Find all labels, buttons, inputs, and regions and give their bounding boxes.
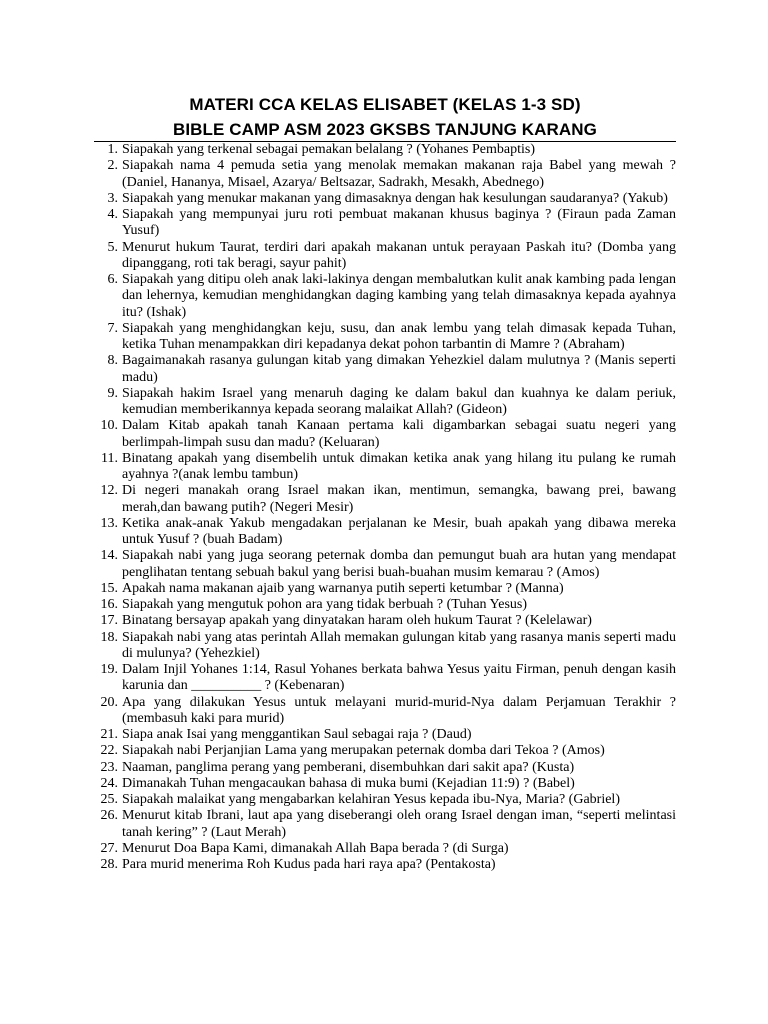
question-item (94, 516, 676, 549)
question-text: Siapakah yang mempunyai juru roti pembuat makanan khusus baginya ? (Firaun pada Zaman Yusuf) (122, 207, 676, 239)
question-item (94, 321, 676, 354)
question-text: Siapakah hakim Israel yang menaruh daging ke dalam bakul dan kuahnya ke dalam periuk, kemudian memberikannya kepada seorang malaikat Allah? (Gideon) (122, 385, 676, 417)
question-number: 1. (107, 142, 118, 157)
question-item (94, 857, 676, 873)
question-text: Siapakah nabi yang atas perintah Allah memakan gulungan kitab yang rasanya manis seperti madu di mulunya? (Yehezkiel) (122, 629, 676, 661)
question-item (94, 630, 676, 663)
question-item (94, 743, 676, 759)
question-item (94, 581, 676, 597)
question-item (94, 207, 676, 240)
question-number: 13. (100, 515, 118, 531)
question-number: 16. (100, 597, 118, 612)
question-text: Siapa anak Isai yang menggantikan Saul sebagai raja ? (Daud) (122, 727, 472, 742)
question-number: 11. (101, 450, 118, 466)
question-text: Binatang bersayap apakah yang dinyatakan haram oleh hukum Taurat ? (Kelelawar) (122, 613, 592, 629)
question-text: Dimanakah Tuhan mengacaukan bahasa di muka bumi (Kejadian 11:9) ? (Babel) (122, 775, 575, 791)
question-item (94, 662, 676, 695)
question-number: 5. (107, 239, 118, 255)
question-number: 14. (100, 548, 118, 564)
question-item (94, 483, 676, 516)
question-number: 8. (107, 353, 118, 369)
question-item (94, 841, 676, 857)
title-line-1: MATERI CCA KELAS ELISABET (KELAS 1-3 SD) (189, 95, 581, 114)
question-item (94, 613, 676, 629)
question-item (94, 191, 676, 207)
question-text: Dalam Kitab apakah tanah Kanaan pertama kali digambarkan sebagai suatu negeri yang berlimpah-limpah susu dan madu? (Keluaran) (122, 418, 676, 450)
question-text: Siapakah yang menghidangkan keju, susu, dan anak lembu yang telah dimasak kepada Tuhan, ketika Tuhan menampakkan diri kepadanya dekat pohon tarbantin di Mamre ? (Abraham) (122, 320, 676, 352)
question-number: 12. (100, 483, 118, 499)
question-item (94, 776, 676, 792)
question-item (94, 142, 676, 158)
question-number: 24. (100, 775, 118, 791)
question-number: 3. (107, 190, 118, 206)
question-text: Para murid menerima Roh Kudus pada hari raya apa? (Pentakosta) (122, 857, 496, 872)
question-text: Menurut Doa Bapa Kami, dimanakah Allah Bapa berada ? (di Surga) (122, 840, 509, 856)
question-text: Menurut hukum Taurat, terdiri dari apakah makanan untuk perayaan Paskah itu? (Domba yang dipanggang, roti tak beragi, sayur pahit) (122, 239, 676, 271)
question-item (94, 792, 676, 808)
question-text: Bagaimanakah rasanya gulungan kitab yang dimakan Yehezkiel dalam mulutnya ? (Manis seperti madu) (122, 353, 676, 385)
question-text: Siapakah yang ditipu oleh anak laki-lakinya dengan membalutkan kulit anak kambing pada lengan dan lehernya, kemudian menghidangkan daging kambing yang telah dimasaknya kepada ayahnya itu? (Ishak) (122, 272, 676, 320)
question-item (94, 386, 676, 419)
question-number: 23. (100, 759, 118, 775)
question-item (94, 272, 676, 321)
question-number: 6. (107, 272, 118, 287)
question-text: Siapakah yang terkenal sebagai pemakan belalang ? (Yohanes Pembaptis) (122, 142, 535, 157)
question-item (94, 158, 676, 191)
question-number: 28. (100, 857, 118, 872)
question-number: 21. (100, 727, 118, 742)
question-text: Ketika anak-anak Yakub mengadakan perjalanan ke Mesir, buah apakah yang dibawa mereka untuk Yusuf ? (buah Badam) (122, 515, 676, 547)
question-text: Siapakah yang mengutuk pohon ara yang tidak berbuah ? (Tuhan Yesus) (122, 597, 528, 612)
question-number: 17. (100, 613, 118, 629)
question-number: 15. (100, 580, 118, 596)
question-number: 26. (100, 808, 118, 824)
question-list (94, 142, 676, 873)
question-item (94, 240, 676, 273)
document-title (94, 92, 676, 142)
title-line-2: BIBLE CAMP ASM 2023 GKSBS TANJUNG KARANG (172, 120, 598, 139)
question-item (94, 727, 676, 743)
question-item (94, 808, 676, 841)
question-number: 18. (100, 629, 118, 645)
question-item (94, 353, 676, 386)
question-number: 19. (100, 662, 118, 677)
question-text: Siapakah nabi yang juga seorang peternak domba dan pemungut buah ara hutan yang mendapat penglihatan tentang sebuah bakul yang berisi buah-buahan musim kemarau ? (Amos) (122, 548, 676, 580)
question-text: Binatang apakah yang disembelih untuk dimakan ketika anak yang hilang itu pulang ke rumah ayahnya ?(anak lembu tambun) (122, 450, 676, 482)
question-number: 22. (100, 743, 118, 759)
question-number: 27. (100, 840, 118, 856)
question-item (94, 451, 676, 484)
question-text: Menurut kitab Ibrani, laut apa yang diseberangi oleh orang Israel dengan iman, “seperti melintasi tanah kering” ? (Laut Merah) (122, 808, 676, 840)
question-item (94, 695, 676, 728)
question-number: 9. (107, 385, 118, 401)
question-text: Di negeri manakah orang Israel makan ikan, mentimun, semangka, bawang prei, bawang merah,dan bawang putih? (Negeri Mesir) (122, 483, 676, 515)
question-text: Siapakah yang menukar makanan yang dimasaknya dengan hak kesulungan saudaranya? (Yakub) (122, 190, 668, 206)
question-number: 2. (107, 158, 118, 174)
question-number: 4. (107, 207, 118, 222)
question-item (94, 548, 676, 581)
question-text: Apakah nama makanan ajaib yang warnanya putih seperti ketumbar ? (Manna) (122, 580, 564, 596)
question-text: Apa yang dilakukan Yesus untuk melayani murid-murid-Nya dalam Perjamuan Terakhir ? (membasuh kaki para murid) (122, 694, 676, 726)
question-text: Siapakah nama 4 pemuda setia yang menolak memakan makanan raja Babel yang mewah ? (Daniel, Hananya, Misael, Azarya/ Beltsazar, Sadrakh, Mesakh, Abednego) (122, 158, 676, 190)
question-text: Siapakah malaikat yang mengabarkan kelahiran Yesus kepada ibu-Nya, Maria? (Gabriel) (122, 792, 620, 807)
question-number: 20. (100, 694, 118, 710)
question-number: 25. (100, 792, 118, 807)
question-item (94, 760, 676, 776)
question-text: Dalam Injil Yohanes 1:14, Rasul Yohanes berkata bahwa Yesus yaitu Firman, penuh dengan kasih karunia dan __________ ? (Kebenaran) (122, 662, 676, 694)
question-item (94, 597, 676, 613)
question-number: 7. (107, 320, 118, 336)
question-item (94, 418, 676, 451)
question-number: 10. (100, 418, 118, 434)
question-text: Siapakah nabi Perjanjian Lama yang merupakan peternak domba dari Tekoa ? (Amos) (122, 743, 605, 759)
question-text: Naaman, panglima perang yang pemberani, disembuhkan dari sakit apa? (Kusta) (122, 759, 575, 775)
